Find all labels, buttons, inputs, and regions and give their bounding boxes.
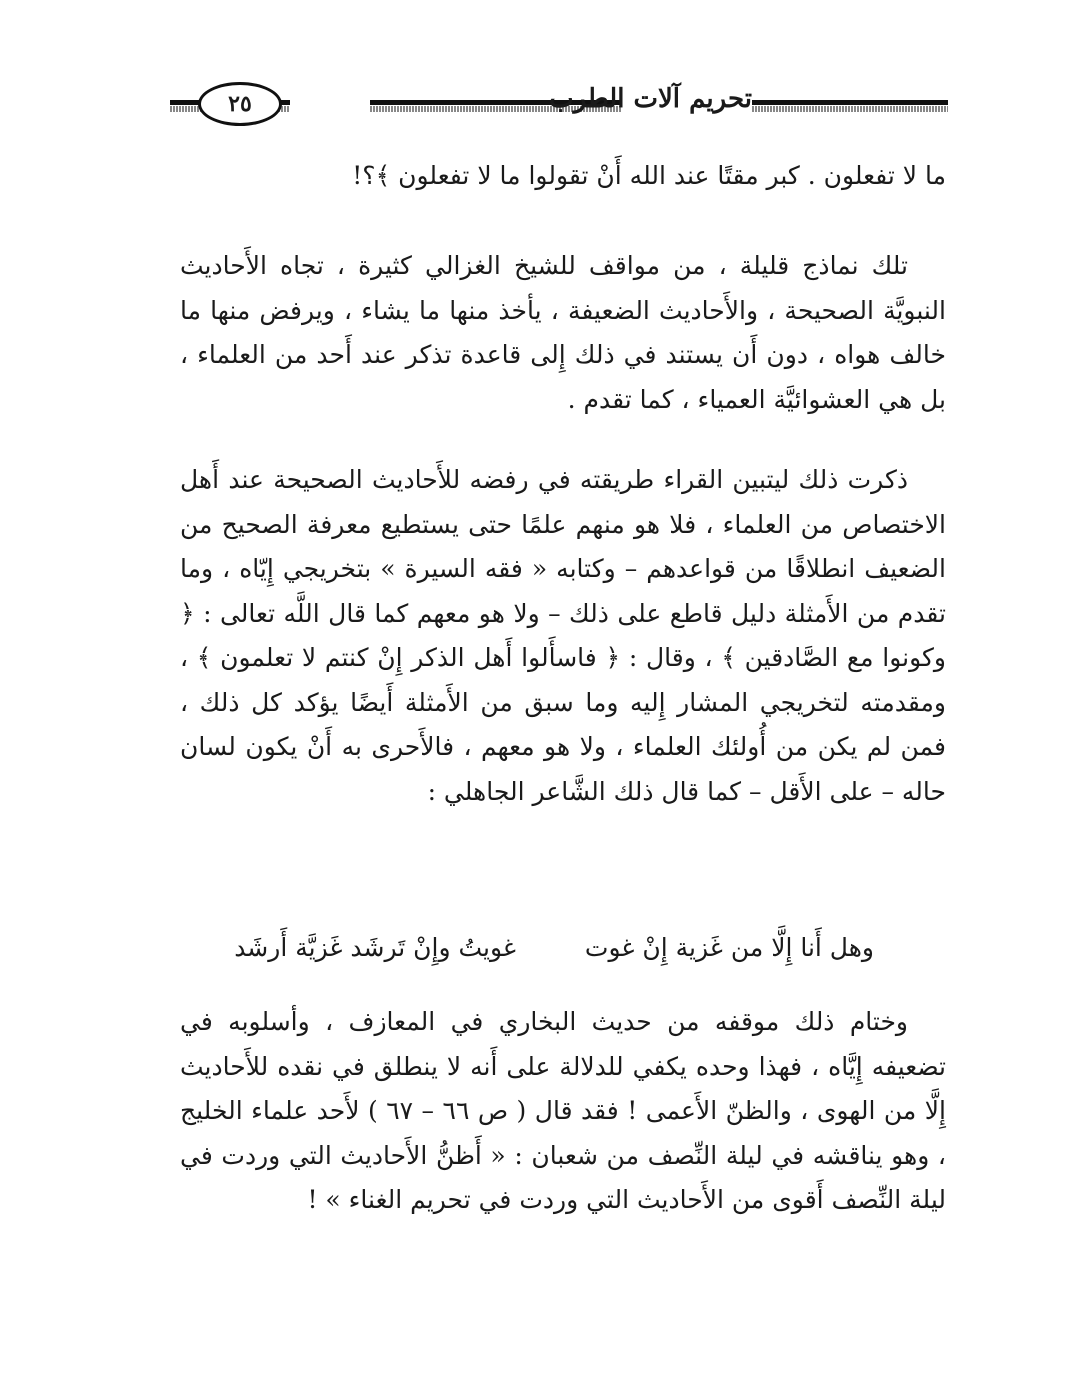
paragraph-1: ما لا تفعلون . كبر مقتًا عند الله أَنْ تقولوا ما لا تفعلون ﴾؟! <box>352 161 946 190</box>
verse-first-hemistich: وهل أَنا إِلَّا من غَزية إِنْ غوت <box>584 933 874 962</box>
page-number: ٢٥ <box>228 91 252 117</box>
verse-second-hemistich: غويتُ وإِنْ تَرشَد غَزيَّة أَرشَد <box>234 933 516 962</box>
page-number-badge <box>198 82 282 126</box>
paragraph-4: وختام ذلك موقفه من حديث البخاري في المعازف ، وأسلوبه في تضعيفه إِيَّاه ، فهذا وحده يكفي للدلالة على أَنه لا ينطلق في نقده للأَحاديث إِلَّا من الهوى ، والظنّ الأَعمى ! فقد قال ( ص ٦٦ – ٦٧ ) لأَحد علماء الخليج ، وهو يناقشه في ليلة النِّصف من شعبان : « أَظنُّ الأَحاديث التي وردت في ليلة النِّصف أَقوى من الأَحاديث التي وردت في تحريم الغناء » ! <box>180 1007 946 1214</box>
running-header <box>170 78 948 134</box>
running-title: تحريم آلات الطرب <box>549 84 752 114</box>
paragraph-3: ذكرت ذلك ليتبين القراء طريقته في رفضه للأَحاديث الصحيحة عند أَهل الاختصاص من العلماء ، فلا هو منهم علمًا حتى يستطيع معرفة الصحيح من الضعيف انطلاقًا من قواعدهم – وكتابه « فقه السيرة » بتخريجي إِيّاه ، وما تقدم من الأَمثلة دليل قاطع على ذلك – ولا هو معهم كما قال اللَّه تعالى : ﴿ وكونوا مع الصَّادقين ﴾ ، وقال : ﴿ فاسأَلوا أَهل الذكر إِنْ كنتم لا تعلمون ﴾ ، ومقدمته لتخريجي المشار إِليه وما سبق من الأَمثلة أَيضًا يؤكد كل ذلك ، فمن لم يكن من أُولئك العلماء ، ولا هو معهم ، فالأَحرى به أَنْ يكون لسان حاله – على الأَقل – كما قال ذلك الشَّاعر الجاهلي : <box>180 465 946 806</box>
header-rule-right <box>752 100 948 112</box>
paragraph-2: تلك نماذج قليلة ، من مواقف للشيخ الغزالي كثيرة ، تجاه الأَحاديث النبويَّة الصحيحة ، والأَحاديث الضعيفة ، يأخذ منها ما يشاء ، ويرفض منها ما خالف هواه ، دون أَن يستند في ذلك إِلى قاعدة تذكر عند أَحد من العلماء ، بل هي العشوائيَّة العمياء ، كما تقدم . <box>180 251 946 414</box>
poetry-verse <box>180 926 946 970</box>
